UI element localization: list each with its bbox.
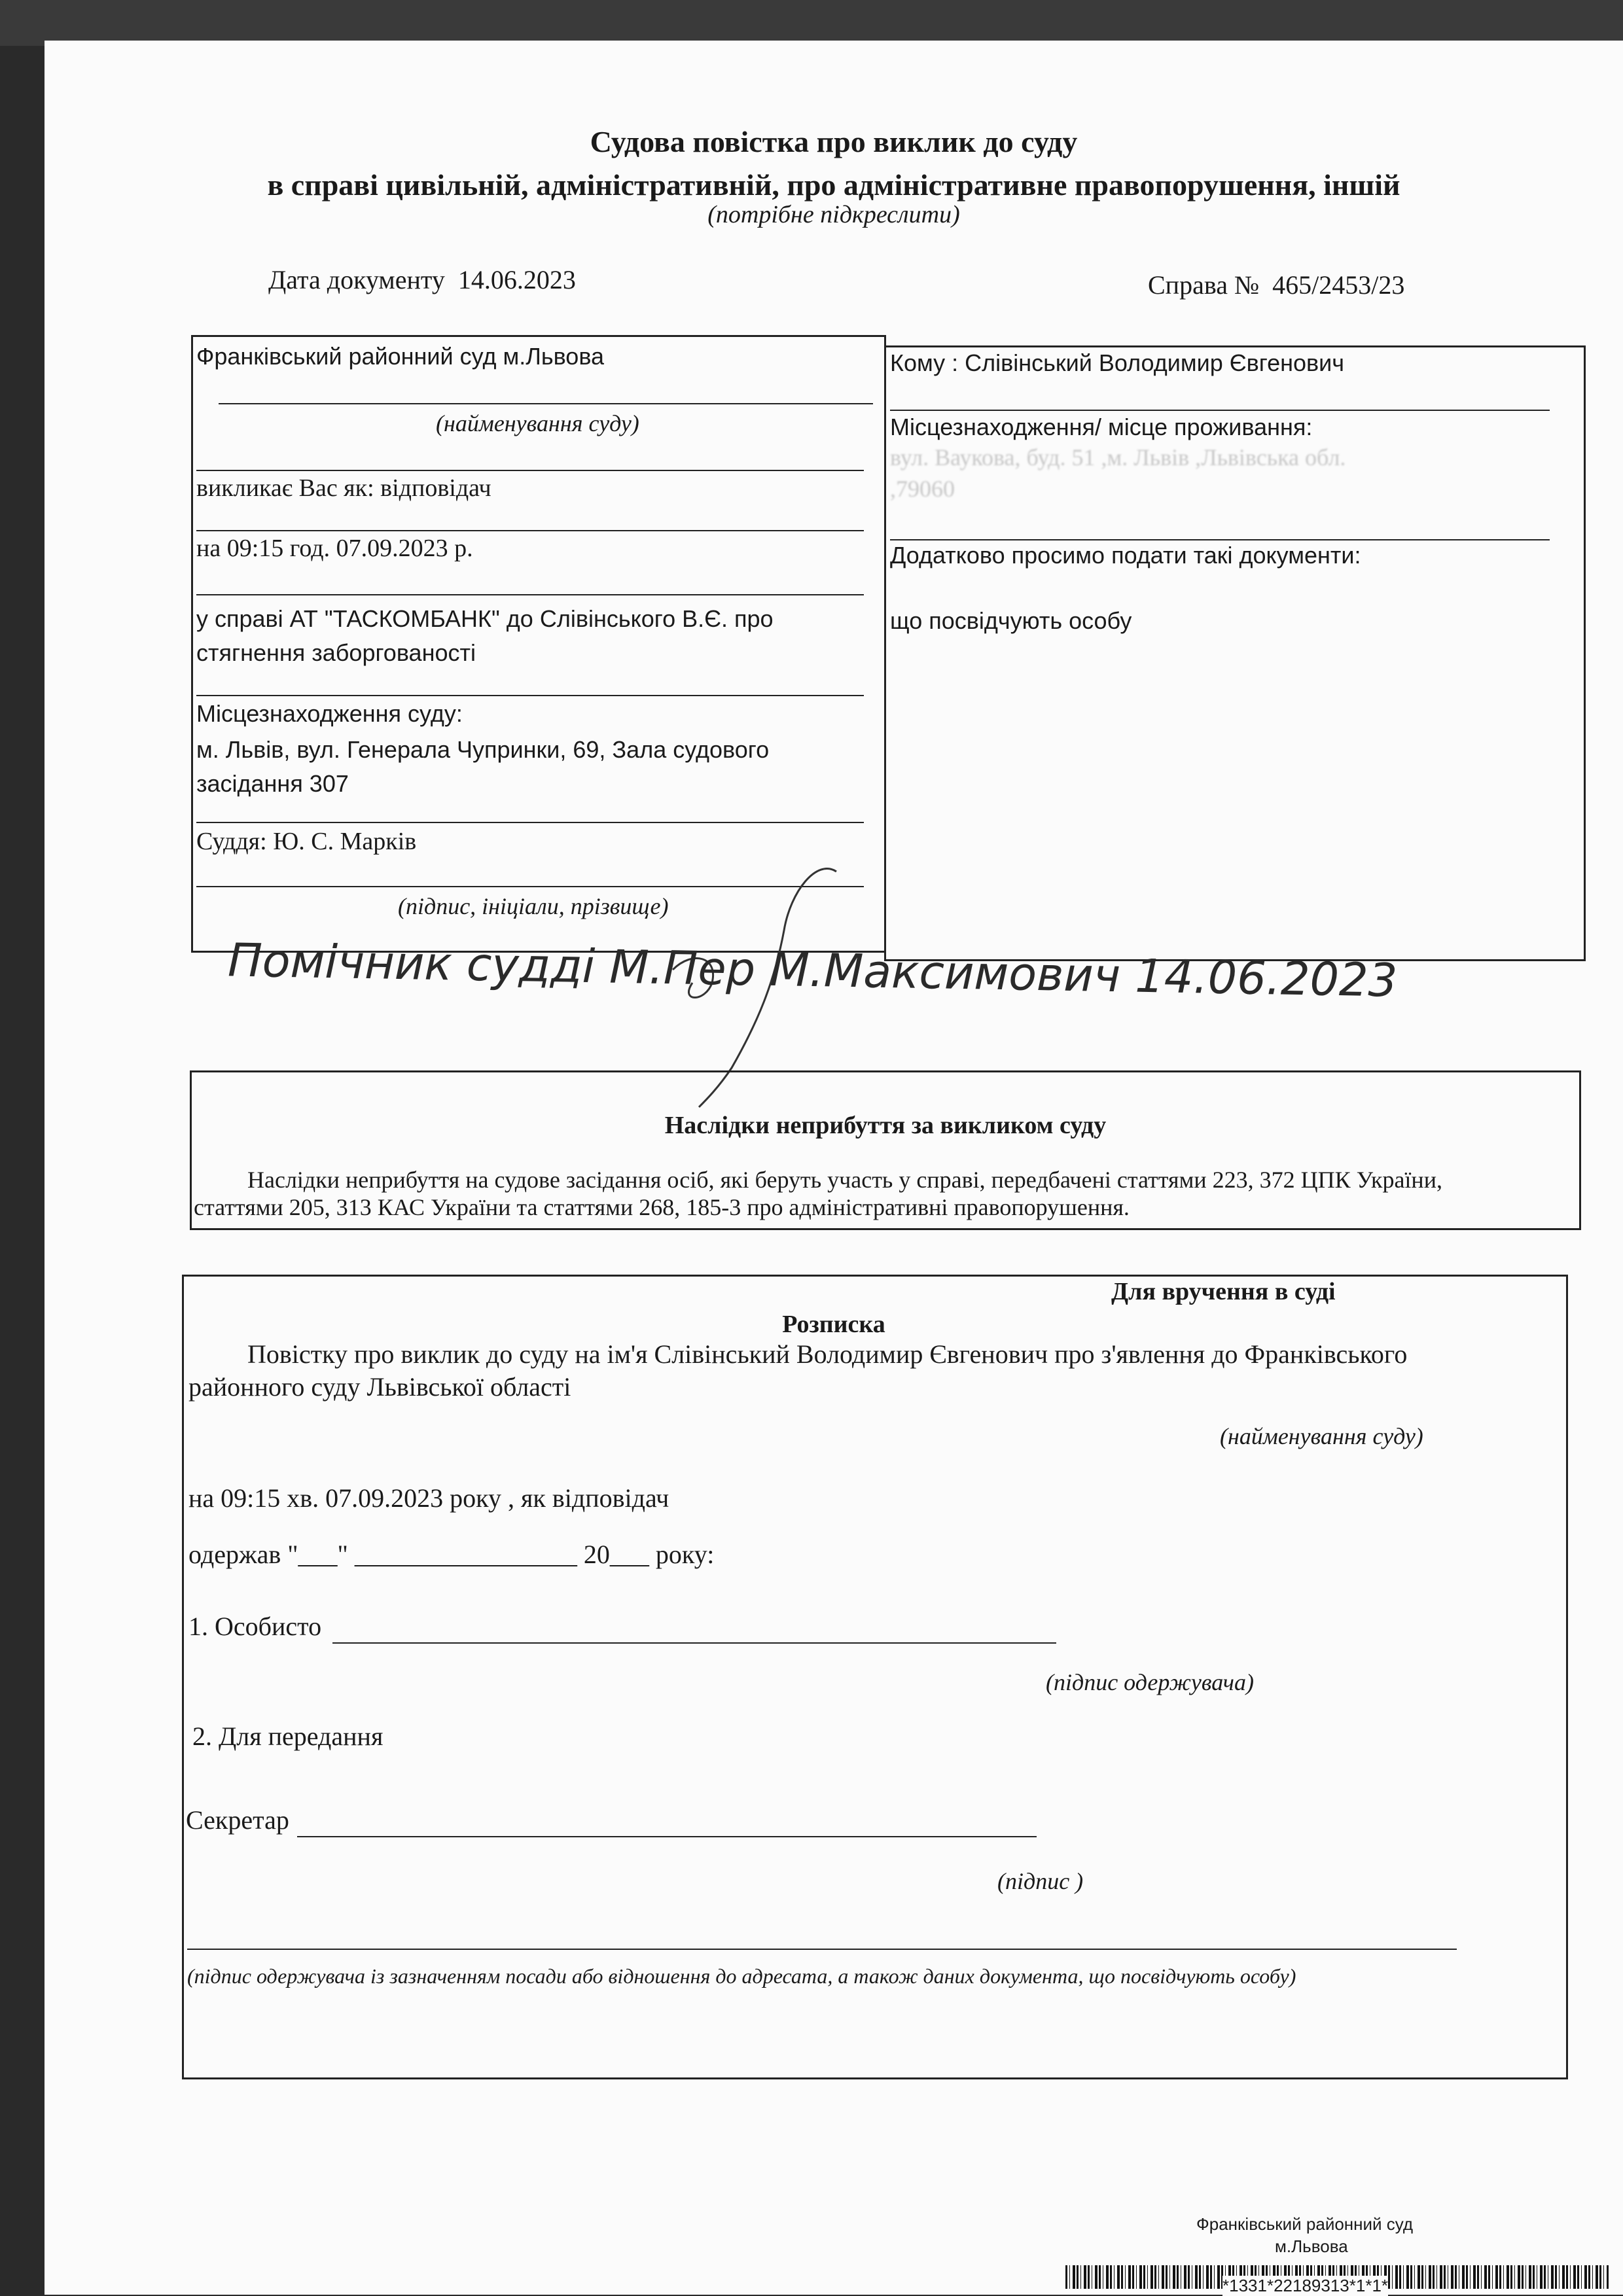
handwritten-note: Помічник судді М.Пер М.Максимович 14.06.2023 — [227, 933, 1398, 1008]
court-name: Франківський районний суд м.Львова — [196, 343, 605, 370]
consequences-title: Наслідки неприбуття за викликом суду — [664, 1112, 1107, 1139]
date-label: Дата документу — [268, 265, 445, 294]
residence-label: Місцезнаходження/ місце проживання: — [890, 414, 1313, 440]
divider — [196, 530, 864, 531]
recipient-signature-caption: (підпис одержувача) — [1046, 1669, 1254, 1695]
divider — [890, 410, 1550, 411]
bottom-signature-caption: (підпис одержувача із зазначенням посади або відношення до адресата, а також даних документа, що посвідчують особу) — [187, 1964, 1296, 1988]
court-location-label: Місцезнаходження суду: — [196, 700, 463, 727]
court-name-caption: (найменування суду) — [436, 410, 639, 436]
judge: Суддя: Ю. С. Марків — [196, 828, 417, 855]
document-subtitle: в справі цивільній, адміністративній, про адміністративне правопорушення, іншій — [267, 168, 1400, 202]
for-court-delivery: Для вручення в суді — [1111, 1278, 1336, 1305]
hearing-time: на 09:15 год. 07.09.2023 р. — [196, 535, 473, 562]
secretary-label: Секретар — [186, 1805, 289, 1835]
extra-docs-label: Додатково просимо подати такі документи: — [890, 542, 1361, 569]
divider — [196, 594, 864, 595]
consequences-text-line1: Наслідки неприбуття на судове засідання осіб, які беруть участь у справі, передбачені статтями 223, 372 ЦПК України, — [247, 1167, 1442, 1193]
bottom-signature-line — [187, 1949, 1457, 1950]
case-label: Справа № — [1148, 270, 1260, 300]
receipt-line2: районного суду Львівської області — [188, 1372, 571, 1402]
residence-postcode: ,79060 — [890, 476, 955, 502]
secretary-signature-line — [297, 1836, 1037, 1837]
footer-court: Франківський районний суд — [1196, 2214, 1414, 2234]
case-value: 465/2453/23 — [1272, 270, 1405, 300]
summons-role: викликає Вас як: відповідач — [196, 474, 491, 502]
personal-delivery: 1. Особисто — [188, 1612, 322, 1641]
personal-signature-line — [332, 1642, 1056, 1644]
receipt-time: на 09:15 хв. 07.09.2023 року , як відповідач — [188, 1483, 669, 1513]
recipient-name: Кому : Слівінський Володимир Євгенович — [890, 349, 1345, 376]
receipt-line1: Повістку про виклик до суду на ім'я Слівінський Володимир Євгенович про з'явлення до Франківського — [247, 1339, 1408, 1369]
document-date — [268, 264, 576, 295]
court-name-caption-2: (найменування суду) — [1220, 1423, 1423, 1449]
divider — [196, 822, 864, 823]
case-number — [1148, 270, 1404, 300]
secretary-signature-caption: (підпис ) — [997, 1868, 1084, 1894]
summons-document — [45, 41, 1623, 2295]
received-date-line: одержав "___" _________________ 20___ року: — [188, 1540, 715, 1569]
consequences-text-line2: статтями 205, 313 КАС України та статтями 268, 185-3 про адміністративні правопорушення. — [194, 1194, 1130, 1220]
scan-background — [0, 0, 1623, 46]
divider — [196, 695, 864, 696]
footer-city: м.Львова — [1275, 2236, 1348, 2256]
date-value: 14.06.2023 — [457, 265, 576, 294]
document-title: Судова повістка про виклик до суду — [590, 125, 1078, 158]
for-transfer: 2. Для передання — [192, 1722, 383, 1751]
court-location: м. Львів, вул. Генерала Чупринки, 69, Зала судового засідання 307 — [196, 736, 770, 797]
divider — [219, 403, 873, 404]
barcode-text: *1331*22189313*1*1* — [1222, 2276, 1389, 2295]
receipt-title: Розписка — [782, 1311, 885, 1338]
divider — [890, 539, 1550, 540]
underline-note: (потрібне підкреслити) — [707, 201, 960, 228]
case-description: у справі АТ "ТАСКОМБАНК" до Слівінського В.Є. про стягнення заборгованості — [196, 605, 774, 666]
residence-address: вул. Ваукова, буд. 51 ,м. Львів ,Львівська обл. — [890, 444, 1346, 470]
extra-docs-value: що посвідчують особу — [890, 607, 1132, 634]
judge-caption: (підпис, ініціали, прізвище) — [398, 893, 669, 919]
divider — [196, 470, 864, 471]
